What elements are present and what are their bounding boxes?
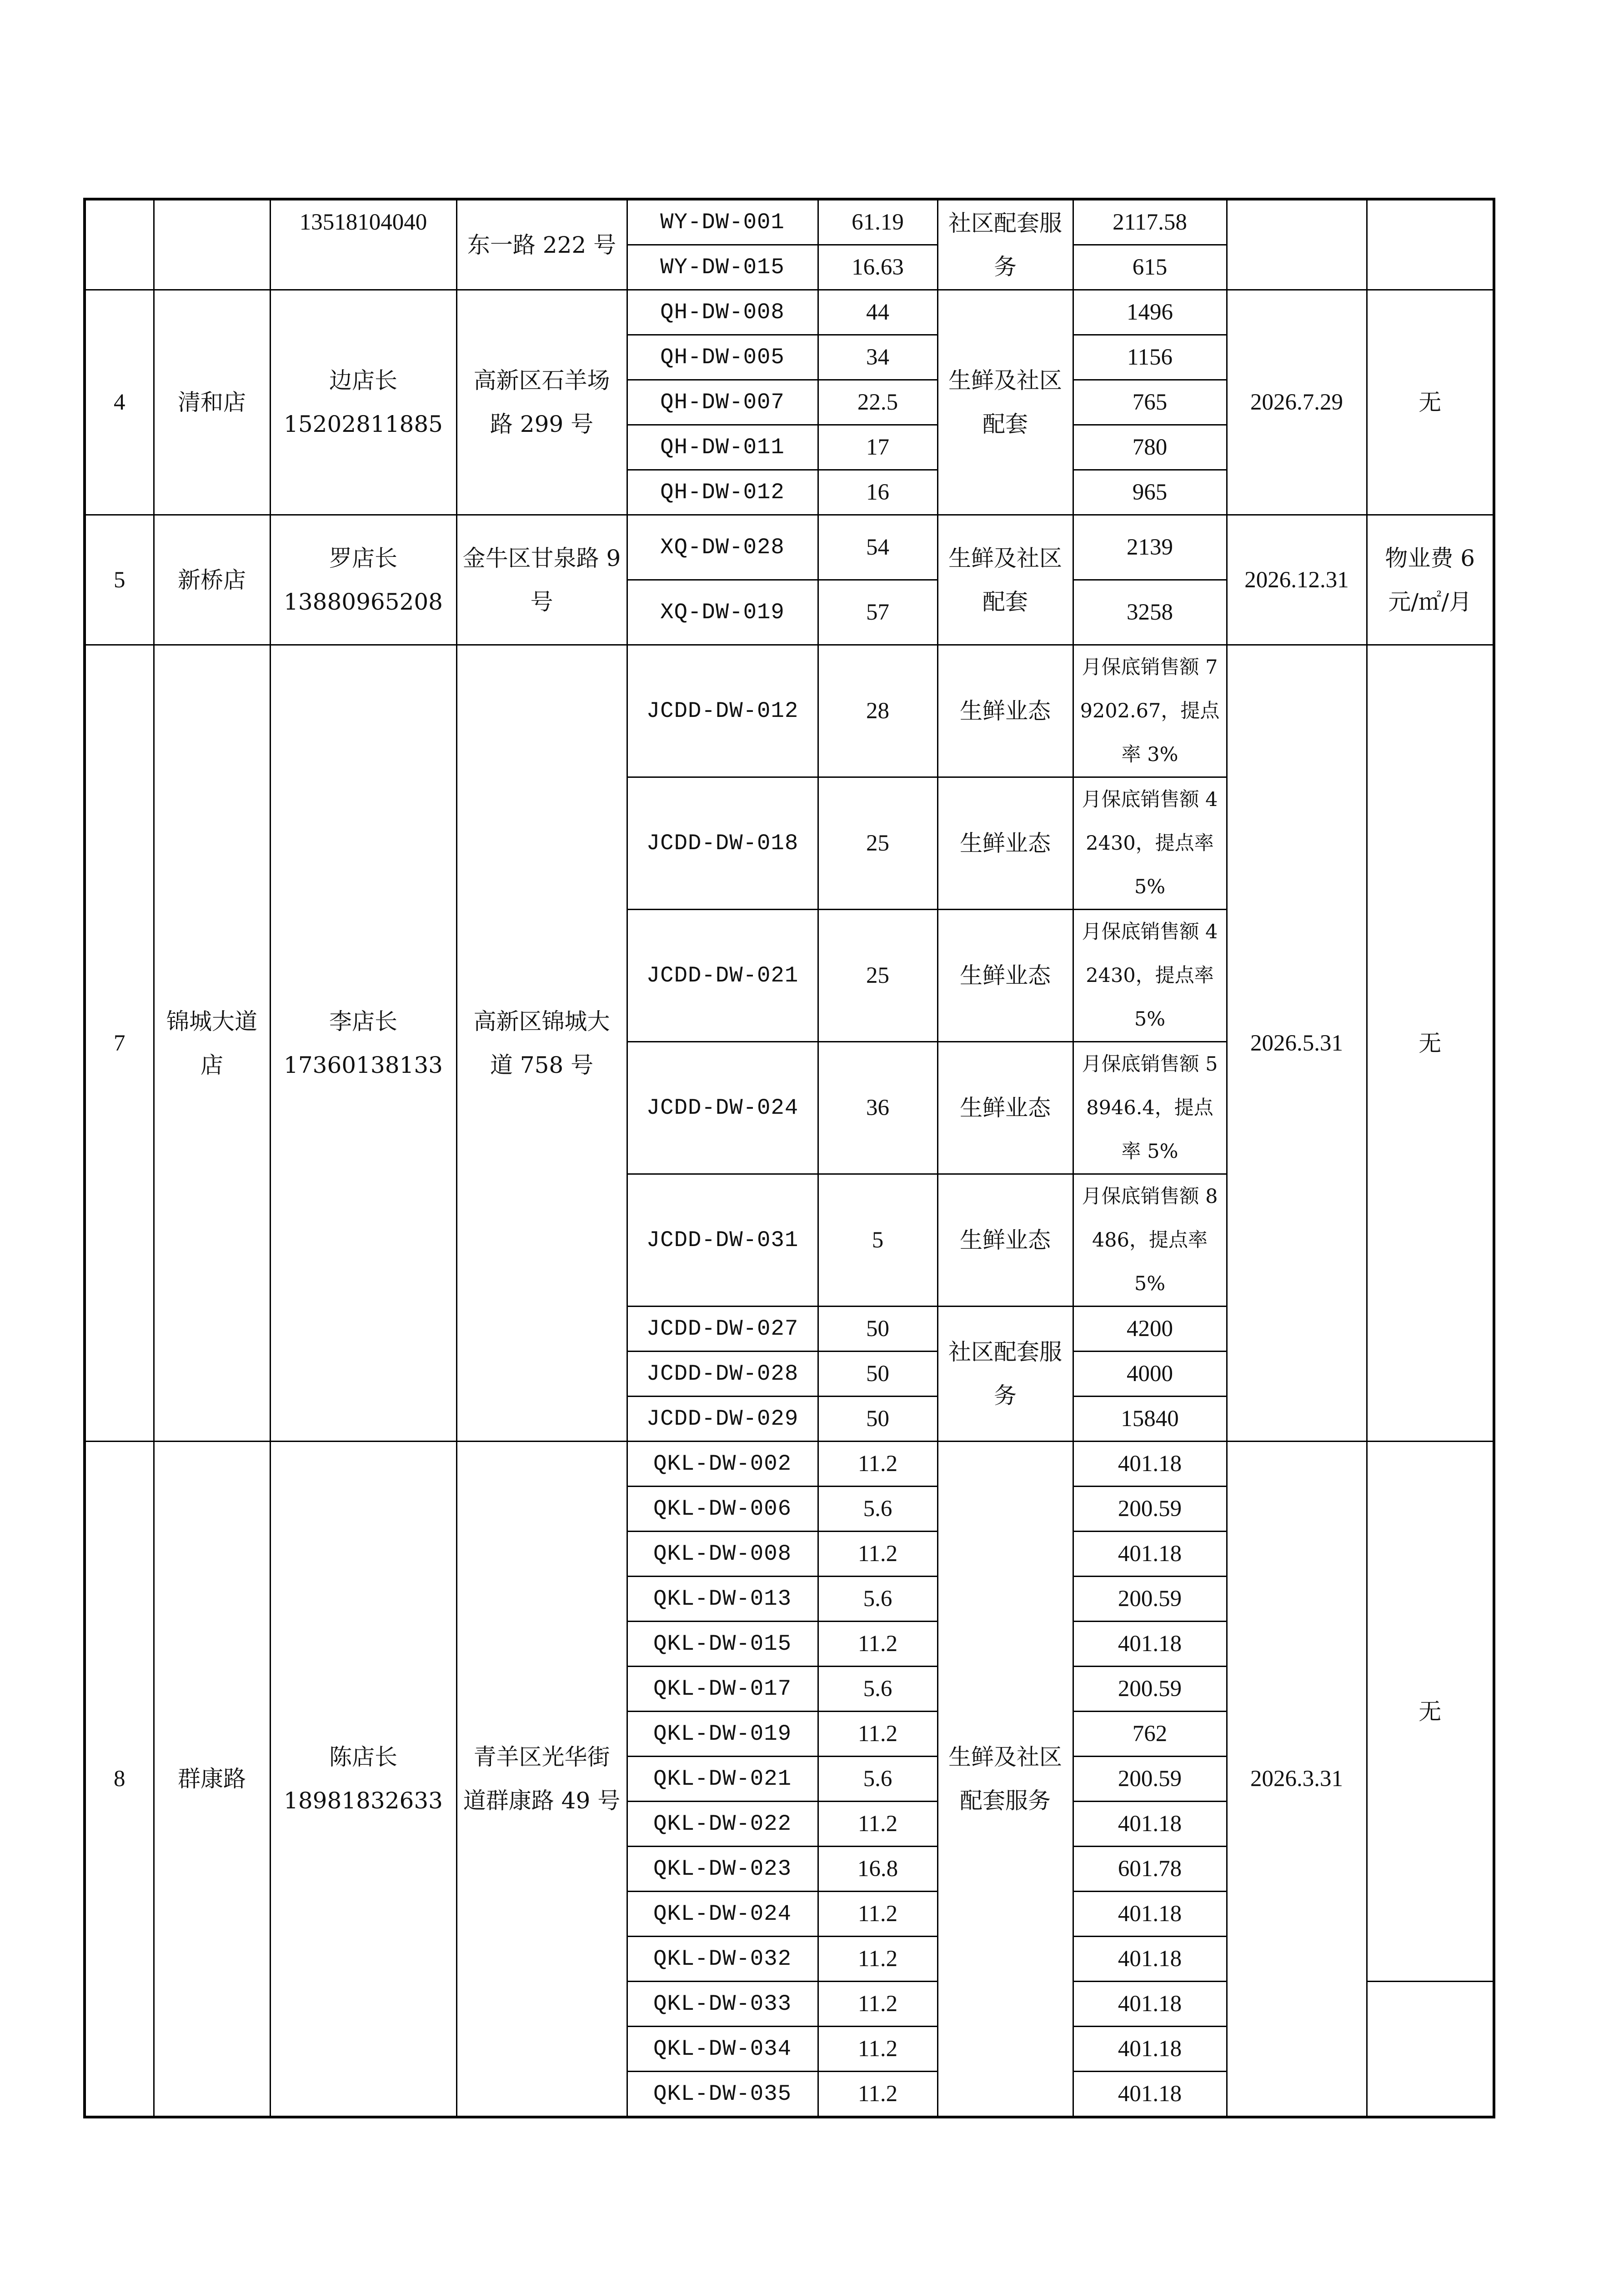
row-number: 7 (85, 645, 154, 1442)
business-type: 生鲜业态 (937, 910, 1073, 1042)
unit-area: 54 (818, 515, 937, 580)
unit-rent: 2139 (1073, 515, 1227, 580)
store-name-cell (154, 199, 270, 290)
unit-code: QH-DW-005 (627, 335, 818, 380)
unit-code: QKL-DW-002 (627, 1442, 818, 1487)
unit-code: QKL-DW-019 (627, 1712, 818, 1757)
store-name: 清和店 (154, 290, 270, 515)
unit-area: 25 (818, 910, 937, 1042)
store-address: 高新区石羊场路 299 号 (456, 290, 627, 515)
unit-rent: 2117.58 (1073, 199, 1227, 245)
unit-code: QH-DW-011 (627, 425, 818, 470)
unit-rent: 401.18 (1073, 1982, 1227, 2027)
business-type: 生鲜及社区配套 (937, 515, 1073, 645)
unit-area: 50 (818, 1352, 937, 1397)
store-name: 锦城大道店 (154, 645, 270, 1442)
unit-area: 34 (818, 335, 937, 380)
unit-rent: 1156 (1073, 335, 1227, 380)
remark (1367, 199, 1494, 290)
manager-cell (270, 645, 456, 1442)
unit-code: WY-DW-015 (627, 245, 818, 290)
remark: 无 (1367, 1442, 1494, 1982)
unit-area: 50 (818, 1307, 937, 1352)
unit-code: WY-DW-001 (627, 199, 818, 245)
unit-code: JCDD-DW-024 (627, 1042, 818, 1174)
unit-area: 5.6 (818, 1577, 937, 1622)
unit-code: QKL-DW-006 (627, 1487, 818, 1532)
unit-rent: 200.59 (1073, 1487, 1227, 1532)
manager-phone: 15202811885 (284, 411, 443, 437)
unit-rent: 3258 (1073, 580, 1227, 645)
lease-expiry: 2026.5.31 (1227, 645, 1367, 1442)
unit-rent: 200.59 (1073, 1667, 1227, 1712)
unit-code: JCDD-DW-021 (627, 910, 818, 1042)
unit-rent: 4200 (1073, 1307, 1227, 1352)
lease-expiry: 2026.12.31 (1227, 515, 1367, 645)
row-number: 8 (85, 1442, 154, 2118)
unit-code: QKL-DW-034 (627, 2027, 818, 2072)
unit-area: 11.2 (818, 1622, 937, 1667)
unit-area: 44 (818, 290, 937, 335)
unit-rent: 401.18 (1073, 1802, 1227, 1847)
unit-code: JCDD-DW-027 (627, 1307, 818, 1352)
unit-rent: 615 (1073, 245, 1227, 290)
lease-expiry (1227, 199, 1367, 290)
remark: 物业费 6 元/㎡/月 (1367, 515, 1494, 645)
unit-area: 5.6 (818, 1667, 937, 1712)
unit-code: QH-DW-008 (627, 290, 818, 335)
unit-code: JCDD-DW-029 (627, 1397, 818, 1442)
manager-phone: 13880965208 (284, 588, 443, 615)
lease-expiry: 2026.3.31 (1227, 1442, 1367, 2118)
manager-name: 边店长 (329, 367, 397, 394)
unit-area: 17 (818, 425, 937, 470)
manager-name: 陈店长 (329, 1744, 397, 1770)
unit-rent: 401.18 (1073, 1622, 1227, 1667)
business-type: 生鲜及社区配套服务 (937, 1442, 1073, 2118)
lease-expiry: 2026.7.29 (1227, 290, 1367, 515)
unit-rent: 4000 (1073, 1352, 1227, 1397)
unit-rent: 762 (1073, 1712, 1227, 1757)
unit-code: QKL-DW-032 (627, 1937, 818, 1982)
unit-area: 11.2 (818, 2027, 937, 2072)
unit-code: XQ-DW-028 (627, 515, 818, 580)
manager-name: 李店长 (329, 1008, 397, 1035)
business-type: 生鲜业态 (937, 1174, 1073, 1307)
row-number: 4 (85, 290, 154, 515)
business-type: 生鲜业态 (937, 777, 1073, 910)
store-name: 新桥店 (154, 515, 270, 645)
unit-area: 36 (818, 1042, 937, 1174)
unit-area: 5 (818, 1174, 937, 1307)
table-row (85, 290, 1494, 335)
unit-rent: 200.59 (1073, 1577, 1227, 1622)
unit-area: 22.5 (818, 380, 937, 425)
unit-rent: 401.18 (1073, 1442, 1227, 1487)
business-type: 生鲜业态 (937, 1042, 1073, 1174)
store-address: 高新区锦城大道 758 号 (456, 645, 627, 1442)
unit-area: 11.2 (818, 1712, 937, 1757)
unit-rent: 401.18 (1073, 1937, 1227, 1982)
row-number: 5 (85, 515, 154, 645)
store-address: 东一路 222 号 (456, 199, 627, 290)
unit-area: 11.2 (818, 2072, 937, 2118)
unit-code: QKL-DW-024 (627, 1892, 818, 1937)
unit-area: 11.2 (818, 1532, 937, 1577)
manager-cell (270, 290, 456, 515)
remark: 无 (1367, 290, 1494, 515)
business-type: 生鲜业态 (937, 645, 1073, 777)
unit-rent: 月保底销售额 8486，提点率 5% (1073, 1174, 1227, 1307)
unit-area: 50 (818, 1397, 937, 1442)
unit-code: QKL-DW-035 (627, 2072, 818, 2118)
manager-phone: 18981832633 (284, 1787, 443, 1814)
unit-code: QKL-DW-013 (627, 1577, 818, 1622)
unit-code: QKL-DW-015 (627, 1622, 818, 1667)
unit-rent: 200.59 (1073, 1757, 1227, 1802)
unit-area: 57 (818, 580, 937, 645)
unit-code: QKL-DW-021 (627, 1757, 818, 1802)
unit-code: QKL-DW-008 (627, 1532, 818, 1577)
unit-code: QKL-DW-022 (627, 1802, 818, 1847)
manager-cell (270, 1442, 456, 2118)
manager-name: 罗店长 (329, 545, 397, 571)
table-row (85, 515, 1494, 580)
unit-code: JCDD-DW-018 (627, 777, 818, 910)
unit-rent: 601.78 (1073, 1847, 1227, 1892)
unit-code: QKL-DW-023 (627, 1847, 818, 1892)
unit-area: 61.19 (818, 199, 937, 245)
unit-rent: 月保底销售额 58946.4，提点率 5% (1073, 1042, 1227, 1174)
unit-rent: 780 (1073, 425, 1227, 470)
unit-rent: 765 (1073, 380, 1227, 425)
row-number-cell (85, 199, 154, 290)
unit-area: 5.6 (818, 1487, 937, 1532)
unit-rent: 401.18 (1073, 2027, 1227, 2072)
unit-area: 25 (818, 777, 937, 910)
unit-area: 11.2 (818, 1802, 937, 1847)
unit-rent: 月保底销售额 42430，提点率 5% (1073, 910, 1227, 1042)
unit-rent: 401.18 (1073, 1892, 1227, 1937)
unit-rent: 月保底销售额 42430，提点率 5% (1073, 777, 1227, 910)
unit-area: 5.6 (818, 1757, 937, 1802)
unit-code: JCDD-DW-031 (627, 1174, 818, 1307)
unit-rent: 月保底销售额 79202.67，提点率 3% (1073, 645, 1227, 777)
business-type: 社区配套服务 (937, 199, 1073, 290)
unit-area: 11.2 (818, 1892, 937, 1937)
manager-cell (270, 515, 456, 645)
unit-area: 16.8 (818, 1847, 937, 1892)
unit-rent: 15840 (1073, 1397, 1227, 1442)
store-address: 青羊区光华街道群康路 49 号 (456, 1442, 627, 2118)
table-row (85, 645, 1494, 777)
remark: 无 (1367, 645, 1494, 1442)
manager-phone: 13518104040 (270, 199, 456, 290)
store-lease-table (83, 198, 1495, 2118)
table-row (85, 1442, 1494, 1487)
business-type: 社区配套服务 (937, 1307, 1073, 1442)
unit-rent: 1496 (1073, 290, 1227, 335)
unit-rent: 965 (1073, 470, 1227, 515)
unit-rent: 401.18 (1073, 2072, 1227, 2118)
unit-area: 28 (818, 645, 937, 777)
store-name: 群康路 (154, 1442, 270, 2118)
business-type: 生鲜及社区配套 (937, 290, 1073, 515)
unit-code: JCDD-DW-012 (627, 645, 818, 777)
store-address: 金牛区甘泉路 9 号 (456, 515, 627, 645)
remark-empty (1367, 1982, 1494, 2118)
unit-code: JCDD-DW-028 (627, 1352, 818, 1397)
unit-area: 11.2 (818, 1982, 937, 2027)
unit-area: 11.2 (818, 1937, 937, 1982)
unit-code: QKL-DW-033 (627, 1982, 818, 2027)
manager-phone: 17360138133 (284, 1051, 443, 1078)
unit-area: 11.2 (818, 1442, 937, 1487)
unit-code: QKL-DW-017 (627, 1667, 818, 1712)
unit-code: QH-DW-012 (627, 470, 818, 515)
unit-area: 16 (818, 470, 937, 515)
table-row (85, 199, 1494, 245)
unit-area: 16.63 (818, 245, 937, 290)
unit-rent: 401.18 (1073, 1532, 1227, 1577)
unit-code: XQ-DW-019 (627, 580, 818, 645)
unit-code: QH-DW-007 (627, 380, 818, 425)
